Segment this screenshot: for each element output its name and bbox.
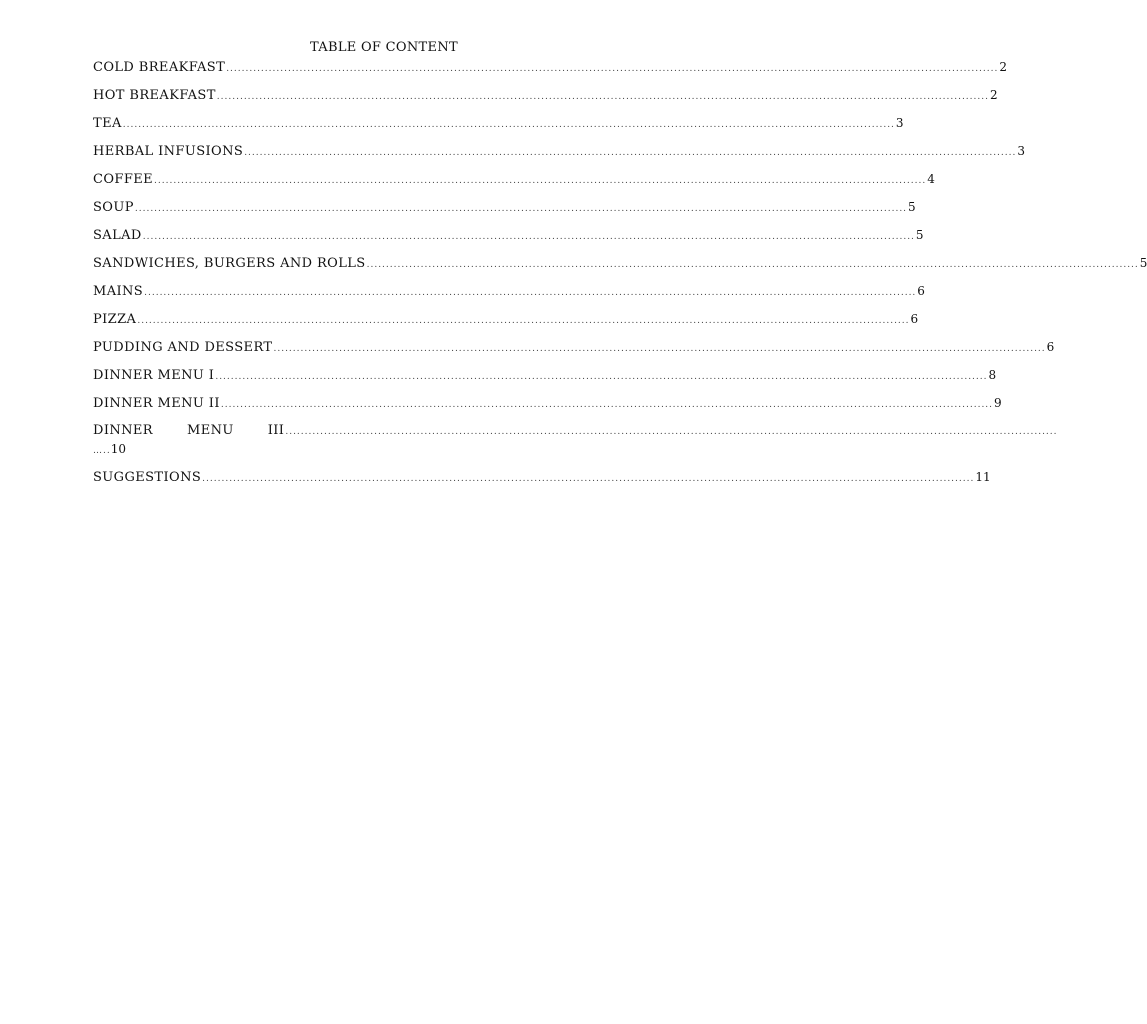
toc-entry-page: 3 [895, 116, 904, 130]
toc-list [93, 59, 1147, 497]
toc-entry-label: SUGGESTIONS [93, 470, 202, 485]
dot-leader: ........................................................................................................................................................................................................ [215, 372, 988, 382]
dot-leader: ........................................................................................................................................................................................................ [122, 120, 895, 130]
dot-leader-short: ….. [93, 446, 111, 456]
toc-entry [93, 469, 991, 497]
toc-entry [93, 339, 1055, 367]
toc-entry [93, 311, 919, 339]
toc-entry [93, 395, 1002, 423]
toc-entry-label: HERBAL INFUSIONS [93, 144, 244, 159]
toc-entry-label: DINNER MENU II [93, 396, 220, 411]
toc-entry-page: 5 [1139, 256, 1147, 270]
toc-entry-label: HOT BREAKFAST [93, 88, 216, 103]
toc-entry-wrapped [93, 423, 1058, 469]
toc-entry [93, 227, 924, 255]
toc-entry-word: MENU [187, 423, 234, 438]
toc-entry [93, 283, 925, 311]
dot-leader: ........................................................................................................................................................................................................ [366, 260, 1139, 270]
toc-entry-page: 9 [994, 396, 1002, 410]
toc-entry-label: COLD BREAKFAST [93, 60, 226, 75]
toc-entry-page: 4 [927, 172, 935, 186]
dot-leader: ........................................................................................................................................................................................................ [216, 92, 989, 102]
toc-entry-label: DINNER MENU I [93, 368, 215, 383]
dot-leader: ........................................................................................................................................................................................................ [137, 316, 910, 326]
toc-entry-word: III [267, 423, 285, 438]
dot-leader: ........................................................................................................................................................................................................ [134, 204, 908, 214]
toc-entry-wrapped-line2 [93, 441, 674, 459]
toc-entry-label: PIZZA [93, 312, 137, 327]
toc-title: TABLE OF CONTENT [310, 40, 458, 55]
toc-entry-word: DINNER [93, 423, 153, 438]
toc-entry [93, 143, 1025, 171]
toc-entry-page: 6 [917, 284, 925, 298]
dot-leader: ........................................................................................................................................................................................................ [142, 232, 915, 242]
dot-leader: ........................................................................................................................................................................................................ [244, 148, 1017, 158]
toc-entry-label: SANDWICHES, BURGERS AND ROLLS [93, 256, 366, 271]
toc-entry-page: 11 [975, 470, 991, 484]
toc-entry [93, 59, 1007, 87]
dot-leader: ........................................................................................................................................................................................................ [273, 344, 1046, 354]
dot-leader: ........................................................................................................................................................................................................ [154, 176, 927, 186]
toc-entry-label: COFFEE [93, 172, 154, 187]
toc-entry-page: 10 [110, 442, 127, 456]
dot-leader: ........................................................................................................................................................................................................ [202, 474, 975, 484]
toc-entry [93, 171, 935, 199]
toc-entry [93, 367, 997, 395]
dot-leader: ........................................................................................................................................................................................................ [144, 288, 917, 298]
toc-entry-label: SALAD [93, 228, 142, 243]
dot-leader: ........................................................................................................................................................................................................ [226, 64, 999, 74]
dot-leader: ........................................................................................................................................................................................................ [220, 400, 994, 410]
dot-leader: ........................................................................................................................................................................................................ [285, 427, 1058, 437]
toc-entry-page: 6 [910, 312, 919, 326]
toc-entry-label: MAINS [93, 284, 144, 299]
toc-entry-page: 5 [908, 200, 916, 214]
toc-entry-label: SOUP [93, 200, 134, 215]
toc-entry-label: PUDDING AND DESSERT [93, 340, 273, 355]
toc-entry [93, 199, 916, 227]
toc-entry [93, 87, 998, 115]
toc-entry-page: 3 [1017, 144, 1025, 158]
toc-entry-page: 6 [1046, 340, 1055, 354]
toc-entry-page: 8 [988, 368, 997, 382]
toc-entry [93, 115, 904, 143]
toc-entry-page: 2 [999, 60, 1007, 74]
toc-entry-page: 5 [915, 228, 924, 242]
toc-entry-page: 2 [989, 88, 998, 102]
toc-entry [93, 255, 1147, 283]
toc-entry-wrapped-line1 [93, 423, 1058, 441]
toc-entry-label: TEA [93, 116, 122, 131]
